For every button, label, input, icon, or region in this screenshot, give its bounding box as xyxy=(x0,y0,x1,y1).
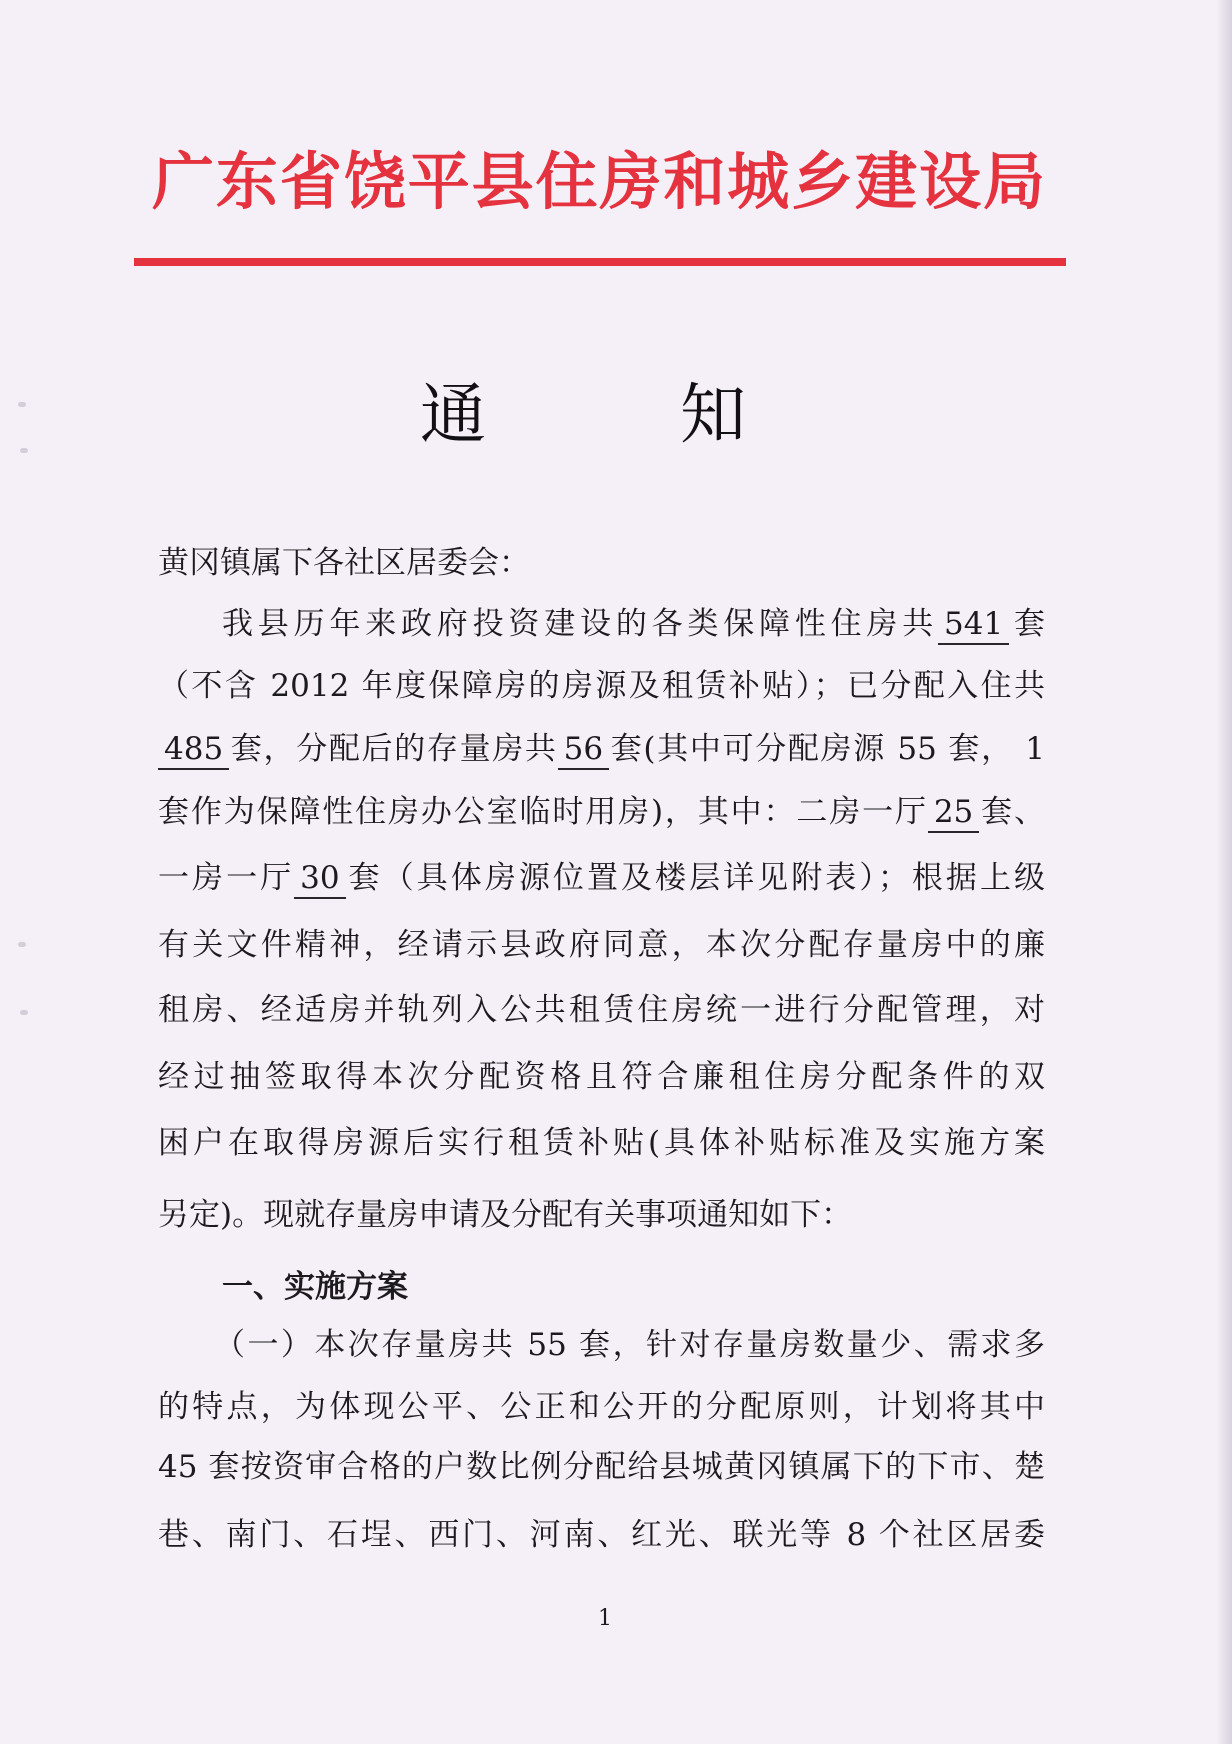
body-line xyxy=(158,858,1045,898)
body-line xyxy=(158,666,1045,706)
line-text: 巷、南门、石埕、西门、河南、红光、联光等 8 个社区居委 xyxy=(158,1517,1045,1553)
body-line xyxy=(158,1195,1045,1235)
line-text: 套 xyxy=(1009,606,1046,642)
line-text: 的特点，为体现公平、公正和公开的分配原则，计划将其中 xyxy=(158,1389,1045,1425)
line-text: 套（具体房源位置及楼层详见附表）；根据上级 xyxy=(345,860,1046,896)
body-line xyxy=(158,729,1045,769)
notice-title: 通知 xyxy=(420,376,940,453)
binding-mark xyxy=(20,448,28,453)
section-heading: 一、实施方案 xyxy=(222,1269,408,1305)
underlined-figure: 485 xyxy=(158,731,229,770)
line-text: 套，分配后的存量房共 xyxy=(229,731,558,767)
line-text: 45 套按资审合格的户数比例分配给县城黄冈镇属下的下市、楚 xyxy=(158,1449,1045,1485)
body-line xyxy=(222,604,1045,644)
line-text: 套、 xyxy=(979,794,1046,830)
scan-edge-shadow xyxy=(1216,0,1232,1744)
line-text: 另定)。现就存量房申请及分配有关事项通知如下： xyxy=(158,1197,853,1233)
line-text: 套作为保障性住房办公室临时用房)，其中：二房一厅 xyxy=(158,794,928,830)
body-line xyxy=(158,1447,1045,1487)
line-text: 我县历年来政府投资建设的各类保障性住房共 xyxy=(222,606,939,642)
line-text: （一）本次存量房共 55 套，针对存量房数量少、需求多 xyxy=(214,1327,1045,1363)
body-line xyxy=(214,1325,1045,1365)
body-line xyxy=(158,1387,1045,1427)
salutation: 黄冈镇属下各社区居委会： xyxy=(158,545,530,581)
underlined-figure: 56 xyxy=(558,731,609,770)
page-number: 1 xyxy=(598,1606,612,1631)
body-line xyxy=(158,1515,1045,1555)
letterhead-red-rule xyxy=(134,258,1066,266)
line-text: 困户在取得房源后实行租赁补贴(具体补贴标准及实施方案 xyxy=(158,1125,1045,1161)
binding-mark xyxy=(18,942,26,947)
line-text: 租房、经适房并轨列入公共租赁住房统一进行分配管理，对 xyxy=(158,992,1045,1028)
underlined-figure: 25 xyxy=(928,794,979,833)
body-line xyxy=(158,792,1045,832)
binding-mark xyxy=(20,1010,28,1015)
body-line xyxy=(158,1123,1045,1163)
line-text: 有关文件精神，经请示县政府同意，本次分配存量房中的廉 xyxy=(158,927,1045,963)
letterhead-title: 广东省饶平县住房和城乡建设局 xyxy=(152,145,1045,218)
line-text: （不含 2012 年度保障房的房源及租赁补贴）；已分配入住共 xyxy=(158,668,1045,704)
binding-mark xyxy=(18,402,26,407)
body-line xyxy=(158,925,1045,965)
line-text: 经过抽签取得本次分配资格且符合廉租住房分配条件的双 xyxy=(158,1059,1045,1095)
line-text: 一房一厅 xyxy=(158,860,295,896)
line-text: 套(其中可分配房源 55 套， 1 xyxy=(609,731,1046,767)
body-line xyxy=(158,1057,1045,1097)
body-line xyxy=(158,990,1045,1030)
underlined-figure: 541 xyxy=(938,606,1009,645)
underlined-figure: 30 xyxy=(294,860,345,899)
